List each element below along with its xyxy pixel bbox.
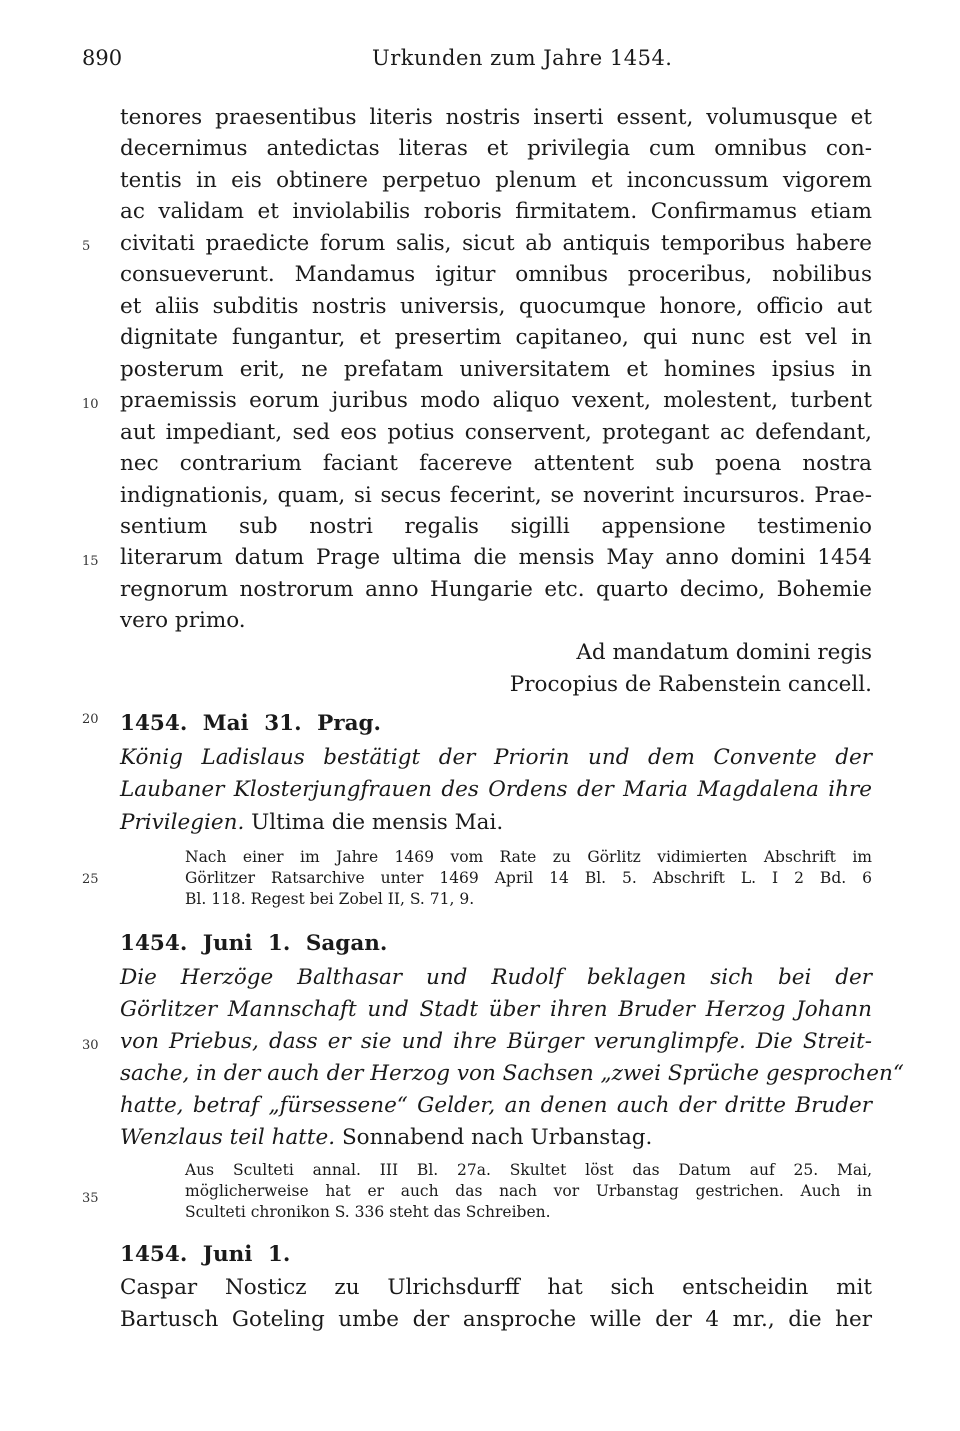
signature-line: Ad mandatum domini regis xyxy=(576,640,872,665)
line-number: 25 xyxy=(82,872,99,887)
line-number: 20 xyxy=(82,712,99,727)
text-line: literarum datum Prage ultima die mensis May anno domini 1454 xyxy=(120,545,872,570)
running-title: Urkunden zum Jahre 1454. xyxy=(372,46,673,70)
entry-heading: 1454. Mai 31. Prag. xyxy=(120,711,382,736)
signature-line: Procopius de Rabenstein cancell. xyxy=(509,672,872,697)
text-line: dignitate fungantur, et presertim capitaneo, qui nunc est vel in xyxy=(120,325,872,350)
text-line: ac validam et inviolabilis roboris firmitatem. Confirmamus etiam xyxy=(120,199,872,224)
text-line: civitati praedicte forum salis, sicut ab antiquis temporibus habere xyxy=(120,231,872,256)
page-number: 890 xyxy=(82,46,123,70)
text-line: et aliis subditis nostris universis, quocumque honore, officio aut xyxy=(120,294,872,319)
line-number: 10 xyxy=(82,397,99,412)
text-line: decernimus antedictas literas et privilegia cum omnibus con- xyxy=(120,136,872,161)
entry-heading: 1454. Juni 1. Sagan. xyxy=(120,931,388,956)
source-note-line: Nach einer im Jahre 1469 vom Rate zu Görlitz vidimierten Abschrift im xyxy=(185,848,872,866)
entry-summary-line xyxy=(120,1123,872,1153)
entry-date-note: Sonnabend nach Urbanstag. xyxy=(341,1125,653,1150)
text-line: tentis in eis obtinere perpetuo plenum et inconcussum vigorem xyxy=(120,168,872,193)
entry-summary-line: hatte, betraf „fürsessene“ Gelder, an denen auch der dritte Bruder xyxy=(120,1093,872,1118)
text-line: aut impediant, sed eos potius conservent, protegant ac defendant, xyxy=(120,420,872,445)
line-number: 30 xyxy=(82,1038,99,1053)
entry-summary-text: Privilegien. xyxy=(120,810,245,835)
entry-summary-line: Laubaner Klosterjungfrauen des Ordens der Maria Magdalena ihre xyxy=(120,777,872,802)
text-line: tenores praesentibus literis nostris inserti essent, volumusque et xyxy=(120,105,872,130)
text-line: indignationis, quam, si secus fecerint, se noverint incursuros. Prae- xyxy=(120,483,872,508)
entry-heading: 1454. Juni 1. xyxy=(120,1242,291,1267)
text-line: sentium sub nostri regalis sigilli appensione testimenio xyxy=(120,514,872,539)
line-number: 5 xyxy=(82,239,91,254)
source-note-line: Görlitzer Ratsarchive unter 1469 April 14 Bl. 5. Abschrift L. I 2 Bd. 6 xyxy=(185,869,872,887)
entry-summary-line xyxy=(120,808,872,838)
entry-summary-line: Görlitzer Mannschaft und Stadt über ihren Bruder Herzog Johann xyxy=(120,997,872,1022)
text-line: regnorum nostrorum anno Hungarie etc. quarto decimo, Bohemie xyxy=(120,577,872,602)
line-number: 15 xyxy=(82,554,99,569)
source-note-line: Bl. 118. Regest bei Zobel II, S. 71, 9. xyxy=(185,890,475,908)
text-line: praemissis eorum juribus modo aliquo vexent, molestent, turbent xyxy=(120,388,872,413)
text-line: Caspar Nosticz zu Ulrichsdurff hat sich entscheidin mit xyxy=(120,1275,872,1300)
text-line: nec contrarium faciant facereve attentent sub poena nostra xyxy=(120,451,872,476)
entry-summary-line: sache, in der auch der Herzog von Sachsen „zwei Sprüche gesprochen“ xyxy=(120,1061,904,1086)
text-line: posterum erit, ne prefatam universitatem et homines ipsius in xyxy=(120,357,872,382)
source-note-line: Aus Sculteti annal. III Bl. 27a. Skultet löst das Datum auf 25. Mai, xyxy=(185,1161,872,1179)
text-line: vero primo. xyxy=(120,608,246,633)
source-note-line: möglicherweise hat er auch das nach vor Urbanstag gestrichen. Auch in xyxy=(185,1182,872,1200)
entry-summary-line: Die Herzöge Balthasar und Rudolf beklagen sich bei der xyxy=(120,965,872,990)
entry-date-note: Ultima die mensis Mai. xyxy=(251,810,504,835)
entry-summary-line: König Ladislaus bestätigt der Priorin und dem Convente der xyxy=(120,745,872,770)
entry-summary-line: von Priebus, dass er sie und ihre Bürger verunglimpfe. Die Streit- xyxy=(120,1029,872,1054)
text-line: Bartusch Goteling umbe der ansproche wille der 4 mr., die her xyxy=(120,1307,872,1332)
line-number: 35 xyxy=(82,1191,99,1206)
entry-summary-text: Wenzlaus teil hatte. xyxy=(120,1125,336,1150)
source-note-line: Sculteti chronikon S. 336 steht das Schreiben. xyxy=(185,1203,551,1221)
text-line: consueverunt. Mandamus igitur omnibus proceribus, nobilibus xyxy=(120,262,872,287)
